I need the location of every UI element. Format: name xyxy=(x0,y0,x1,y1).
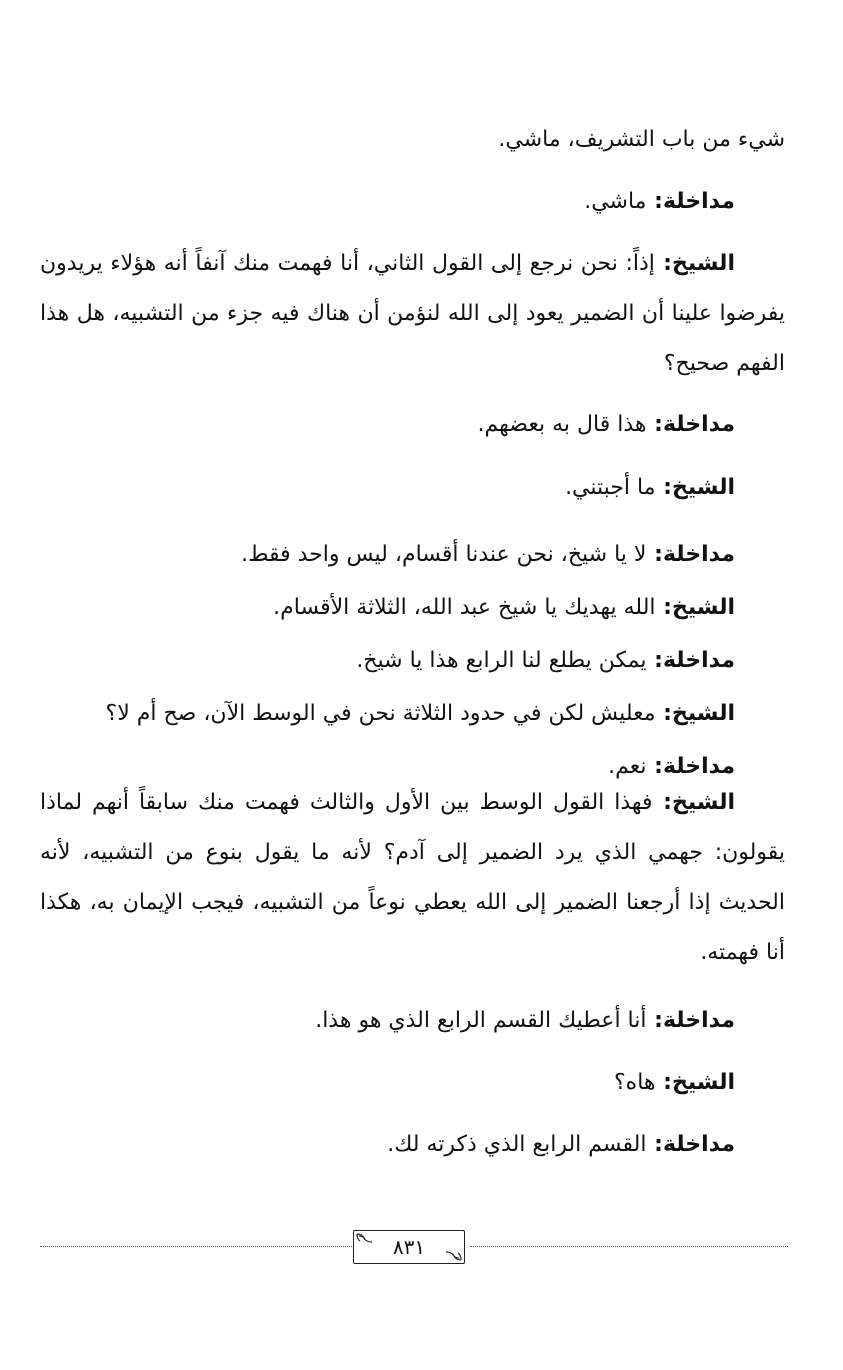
speaker-label: مداخلة: xyxy=(646,1008,735,1033)
speaker-label: الشيخ: xyxy=(655,1070,735,1095)
corner-ornament-icon xyxy=(444,1247,462,1261)
paragraph-text: أنا أعطيك القسم الرابع الذي هو هذا. xyxy=(315,1008,647,1033)
text-section-3 xyxy=(40,528,785,793)
speaker-label: الشيخ: xyxy=(652,790,735,815)
speaker-label: مداخلة: xyxy=(646,1132,735,1157)
paragraph xyxy=(40,463,785,513)
paragraph-text: إذاً: نحن نرجع إلى القول الثاني، أنا فهمت منك آنفاً أنه هؤلاء يريدون يفرضوا علينا أن الضمير يعود إلى الله لنؤمن أن هناك فيه جزء من التشبيه، هل هذا الفهم صحيح؟ xyxy=(40,251,785,376)
corner-ornament-icon xyxy=(356,1233,374,1247)
paragraph-text: ماشي. xyxy=(584,189,647,214)
speaker-label: مداخلة: xyxy=(646,754,735,779)
speaker-label: الشيخ: xyxy=(655,475,735,500)
footer-divider-right xyxy=(470,1246,788,1247)
text-section-2 xyxy=(40,400,785,513)
page-number: ٨٣١ xyxy=(392,1235,426,1259)
paragraph xyxy=(40,400,785,450)
paragraph-text: فهذا القول الوسط بين الأول والثالث فهمت منك سابقاً أنهم لماذا يقولون: جهمي الذي يرد الضمير إلى آدم؟ لأنه ما يقول بنوع من التشبيه، لأنه الحديث إذا أرجعنا الضمير إلى الله يعطي نوعاً من التشبيه، فيجب الإيمان به، هكذا أنا فهمته. xyxy=(40,790,785,965)
paragraph xyxy=(40,778,785,978)
page-number-frame xyxy=(353,1230,465,1264)
speaker-label: مداخلة: xyxy=(646,189,735,214)
speaker-label: الشيخ: xyxy=(654,251,735,276)
paragraph xyxy=(40,1058,785,1108)
speaker-label: الشيخ: xyxy=(655,701,735,726)
paragraph-text: نعم. xyxy=(608,754,647,779)
paragraph-text: شيء من باب التشريف، ماشي. xyxy=(498,127,785,152)
footer-divider-left xyxy=(40,1246,352,1247)
paragraph-text: لا يا شيخ، نحن عندنا أقسام، ليس واحد فقط. xyxy=(241,542,647,567)
paragraph xyxy=(40,239,785,389)
speaker-label: مداخلة: xyxy=(646,412,735,437)
paragraph-text: هذا قال به بعضهم. xyxy=(477,412,647,437)
paragraph-text: معليش لكن في حدود الثلاثة نحن في الوسط الآن، صح أم لا؟ xyxy=(105,701,656,726)
paragraph-text: القسم الرابع الذي ذكرته لك. xyxy=(387,1132,647,1157)
speaker-label: مداخلة: xyxy=(646,648,735,673)
text-section-4 xyxy=(40,778,785,978)
paragraph xyxy=(40,177,785,227)
paragraph xyxy=(40,581,785,634)
paragraph xyxy=(40,1120,785,1170)
paragraph-text: يمكن يطلع لنا الرابع هذا يا شيخ. xyxy=(356,648,647,673)
speaker-label: مداخلة: xyxy=(646,542,735,567)
paragraph-text: ما أجبتني. xyxy=(565,475,656,500)
paragraph xyxy=(40,687,785,740)
paragraph xyxy=(40,634,785,687)
paragraph-text: هاه؟ xyxy=(614,1070,656,1095)
text-section-1 xyxy=(40,115,785,389)
speaker-label: الشيخ: xyxy=(655,595,735,620)
paragraph-text: الله يهديك يا شيخ عبد الله، الثلاثة الأقسام. xyxy=(273,595,656,620)
paragraph xyxy=(40,115,785,165)
text-section-5 xyxy=(40,996,785,1170)
paragraph xyxy=(40,528,785,581)
paragraph xyxy=(40,996,785,1046)
